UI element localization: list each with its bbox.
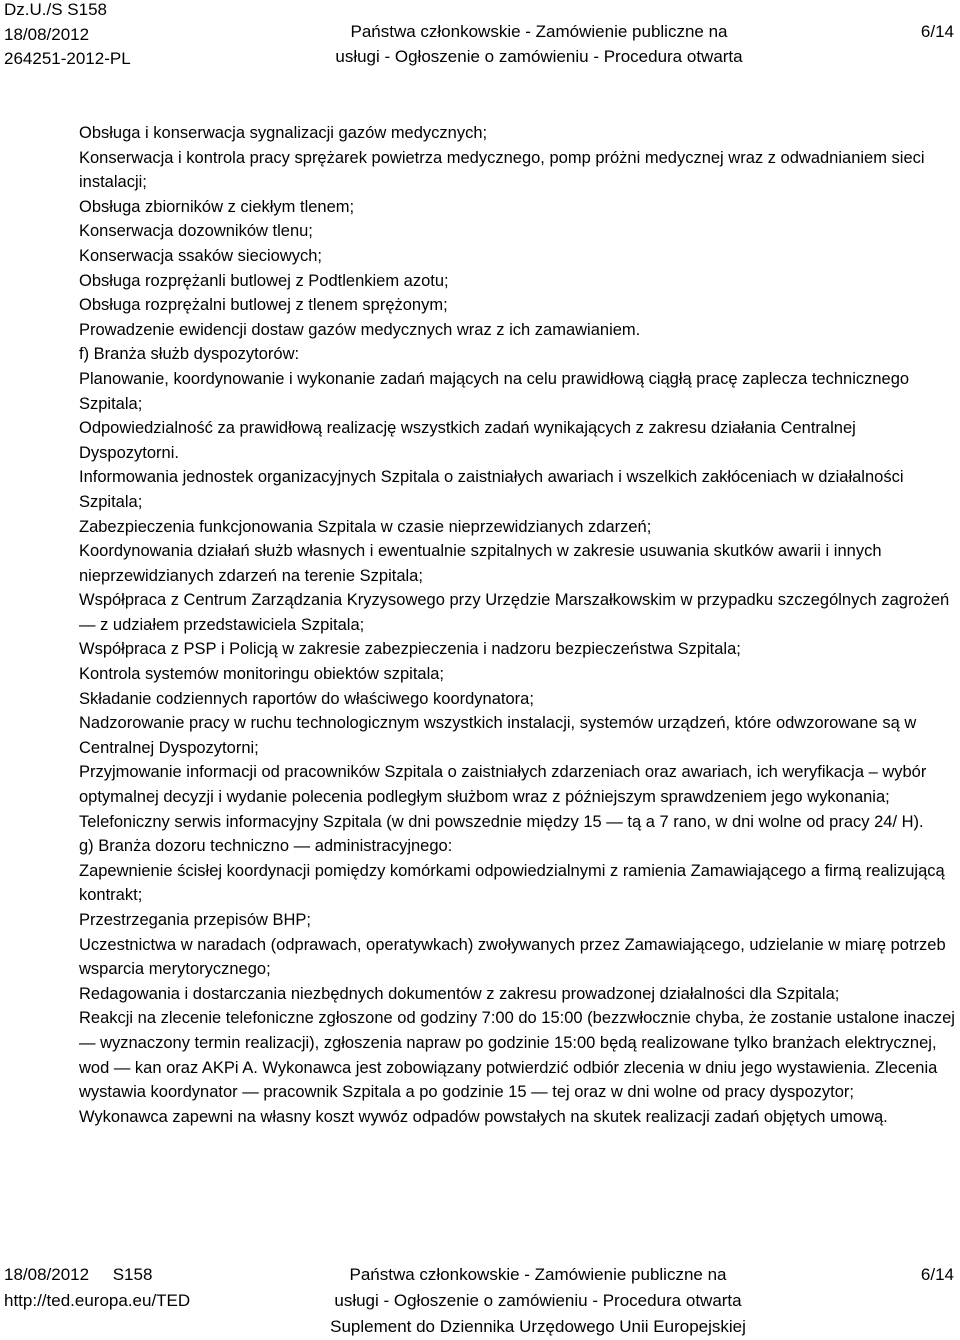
- body-paragraph: Reakcji na zlecenie telefoniczne zgłoszone od godziny 7:00 do 15:00 (bezzwłocznie chyba, że zostanie ustalone inaczej — wyznaczony termin realizacji), zgłoszenia napraw po godzinie 15:00 będą realizowane tylko branżach elektrycznej, wod — kan oraz AKPi A. Wykonawca jest zobowiązany potwierdzić odbiór zlecenia w dniu jego wystawienia. Zlecenia wystawia koordynator — pracownik Szpitala a po godzinie 15 — tej oraz w dni wolne od pracy dyspozytor;: [79, 1009, 955, 1102]
- header-left-block: [4, 0, 131, 72]
- header-title: [334, 20, 744, 69]
- body-paragraph: Obsługa zbiorników z ciekłym tlenem;: [79, 197, 355, 216]
- body-paragraph: Informowania jednostek organizacyjnych Szpitala o zaistniałych awariach i wszelkich zakłóceniach w działalności Szpitala;: [79, 468, 904, 511]
- body-paragraph: Zabezpieczenia funkcjonowania Szpitala w czasie nieprzewidzianych zdarzeń;: [79, 517, 652, 536]
- body-paragraph: Składanie codziennych raportów do właściwego koordynatora;: [79, 689, 534, 708]
- footer-page-number: 6/14: [920, 1265, 954, 1284]
- body-paragraph: Współpraca z PSP i Policją w zakresie zabezpieczenia i nadzoru bezpieczeństwa Szpitala;: [79, 640, 741, 659]
- body-paragraph: Konserwacja i kontrola pracy sprężarek powietrza medycznego, pomp próżni medycznej wraz z odwadnianiem sieci instalacji;: [79, 148, 925, 192]
- footer-left-block: [4, 1262, 190, 1314]
- body-paragraph: Zapewnienie ścisłej koordynacji pomiędzy komórkami odpowiedzialnymi z ramienia Zamawiającego a firmą realizującą kontrakt;: [79, 861, 945, 905]
- body-paragraph: Obsługa i konserwacja sygnalizacji gazów medycznych;: [79, 124, 488, 142]
- body-paragraph: Planowanie, koordynowanie i wykonanie zadań mających na celu prawidłową ciągłą pracę zaplecza technicznego Szpitala;: [79, 369, 910, 413]
- body-paragraph: Przyjmowanie informacji od pracowników Szpitala o zaistniałych zdarzeniach oraz awariach, ich weryfikacja – wybór optymalnej decyzji i wydanie polecenia podległym służbom wraz z późniejszym sprawdzeniem jego wykonania;: [79, 763, 927, 807]
- body-paragraph: Koordynowania działań służb własnych i ewentualnie szpitalnych w zakresie usuwania skutków awarii i innych nieprzewidzianych zdarzeń na terenie Szpitala;: [79, 542, 882, 585]
- header-notice-id: 264251-2012-PL: [4, 49, 131, 68]
- footer-title: [318, 1262, 758, 1340]
- header-doc-ref: Dz.U./S S158: [4, 0, 107, 19]
- footer-date-series: [4, 1262, 190, 1288]
- body-paragraph: Prowadzenie ewidencji dostaw gazów medycznych wraz z ich zamawianiem.: [79, 320, 641, 339]
- body-paragraph: Redagowania i dostarczania niezbędnych dokumentów z zakresu prowadzonej działalności dla Szpitala;: [79, 984, 840, 1003]
- body-paragraph: Współpraca z Centrum Zarządzania Kryzysowego przy Urzędzie Marszałkowskim w przypadku szczególnych zagrożeń — z udziałem przedstawiciela Szpitala;: [79, 591, 950, 634]
- footer-series: S158: [112, 1265, 153, 1284]
- footer-title-line3: Suplement do Dziennika Urzędowego Unii Europejskiej: [330, 1317, 746, 1336]
- body-paragraph: Wykonawca zapewni na własny koszt wywóz odpadów powstałych na skutek realizacji zadań objętych umową.: [79, 1107, 888, 1126]
- body-paragraph: Obsługa rozprężanli butlowej z Podtlenkiem azotu;: [79, 271, 449, 290]
- body-paragraph: Nadzorowanie pracy w ruchu technologicznym wszystkich instalacji, systemów urządzeń, które odwzorowane są w Centralnej Dyspozytorni;: [79, 714, 917, 757]
- body-paragraph: Kontrola systemów monitoringu obiektów szpitala;: [79, 665, 445, 684]
- footer-url[interactable]: http://ted.europa.eu/TED: [4, 1291, 191, 1310]
- footer-title-line2: usługi - Ogłoszenie o zamówieniu - Procedura otwarta: [334, 1291, 742, 1310]
- body-paragraph: Odpowiedzialność za prawidłową realizację wszystkich zadań wynikających z zakresu działania Centralnej Dyspozytorni.: [79, 419, 856, 462]
- body-paragraph: f) Branża służb dyspozytorów:: [79, 345, 300, 364]
- body-paragraph: Obsługa rozprężalni butlowej z tlenem sprężonym;: [79, 296, 448, 315]
- document-body: [79, 121, 957, 1129]
- header-date: 18/08/2012: [4, 24, 90, 44]
- body-paragraph: Konserwacja dozowników tlenu;: [79, 222, 313, 241]
- footer-title-line1: Państwa członkowskie - Zamówienie publiczne na: [349, 1265, 727, 1284]
- body-paragraph: Konserwacja ssaków sieciowych;: [79, 246, 323, 265]
- body-paragraph: Przestrzegania przepisów BHP;: [79, 911, 312, 929]
- body-paragraph: g) Branża dozoru techniczno — administracyjnego:: [79, 837, 453, 856]
- body-paragraph: Telefoniczny serwis informacyjny Szpitala (w dni powszednie między 15 — tą a 7 rano, w dni wolne od pracy 24/ H).: [79, 812, 924, 831]
- header-title-line1: Państwa członkowskie - Zamówienie publiczne na: [350, 22, 728, 41]
- header-title-line2: usługi - Ogłoszenie o zamówieniu - Procedura otwarta: [335, 46, 743, 66]
- footer-date: 18/08/2012: [4, 1265, 90, 1284]
- body-paragraph: Uczestnictwa w naradach (odprawach, operatywkach) zwoływanych przez Zamawiającego, udzielanie w miarę potrzeb wsparcia merytorycznego;: [79, 935, 946, 979]
- header-page-number: 6/14: [920, 22, 954, 41]
